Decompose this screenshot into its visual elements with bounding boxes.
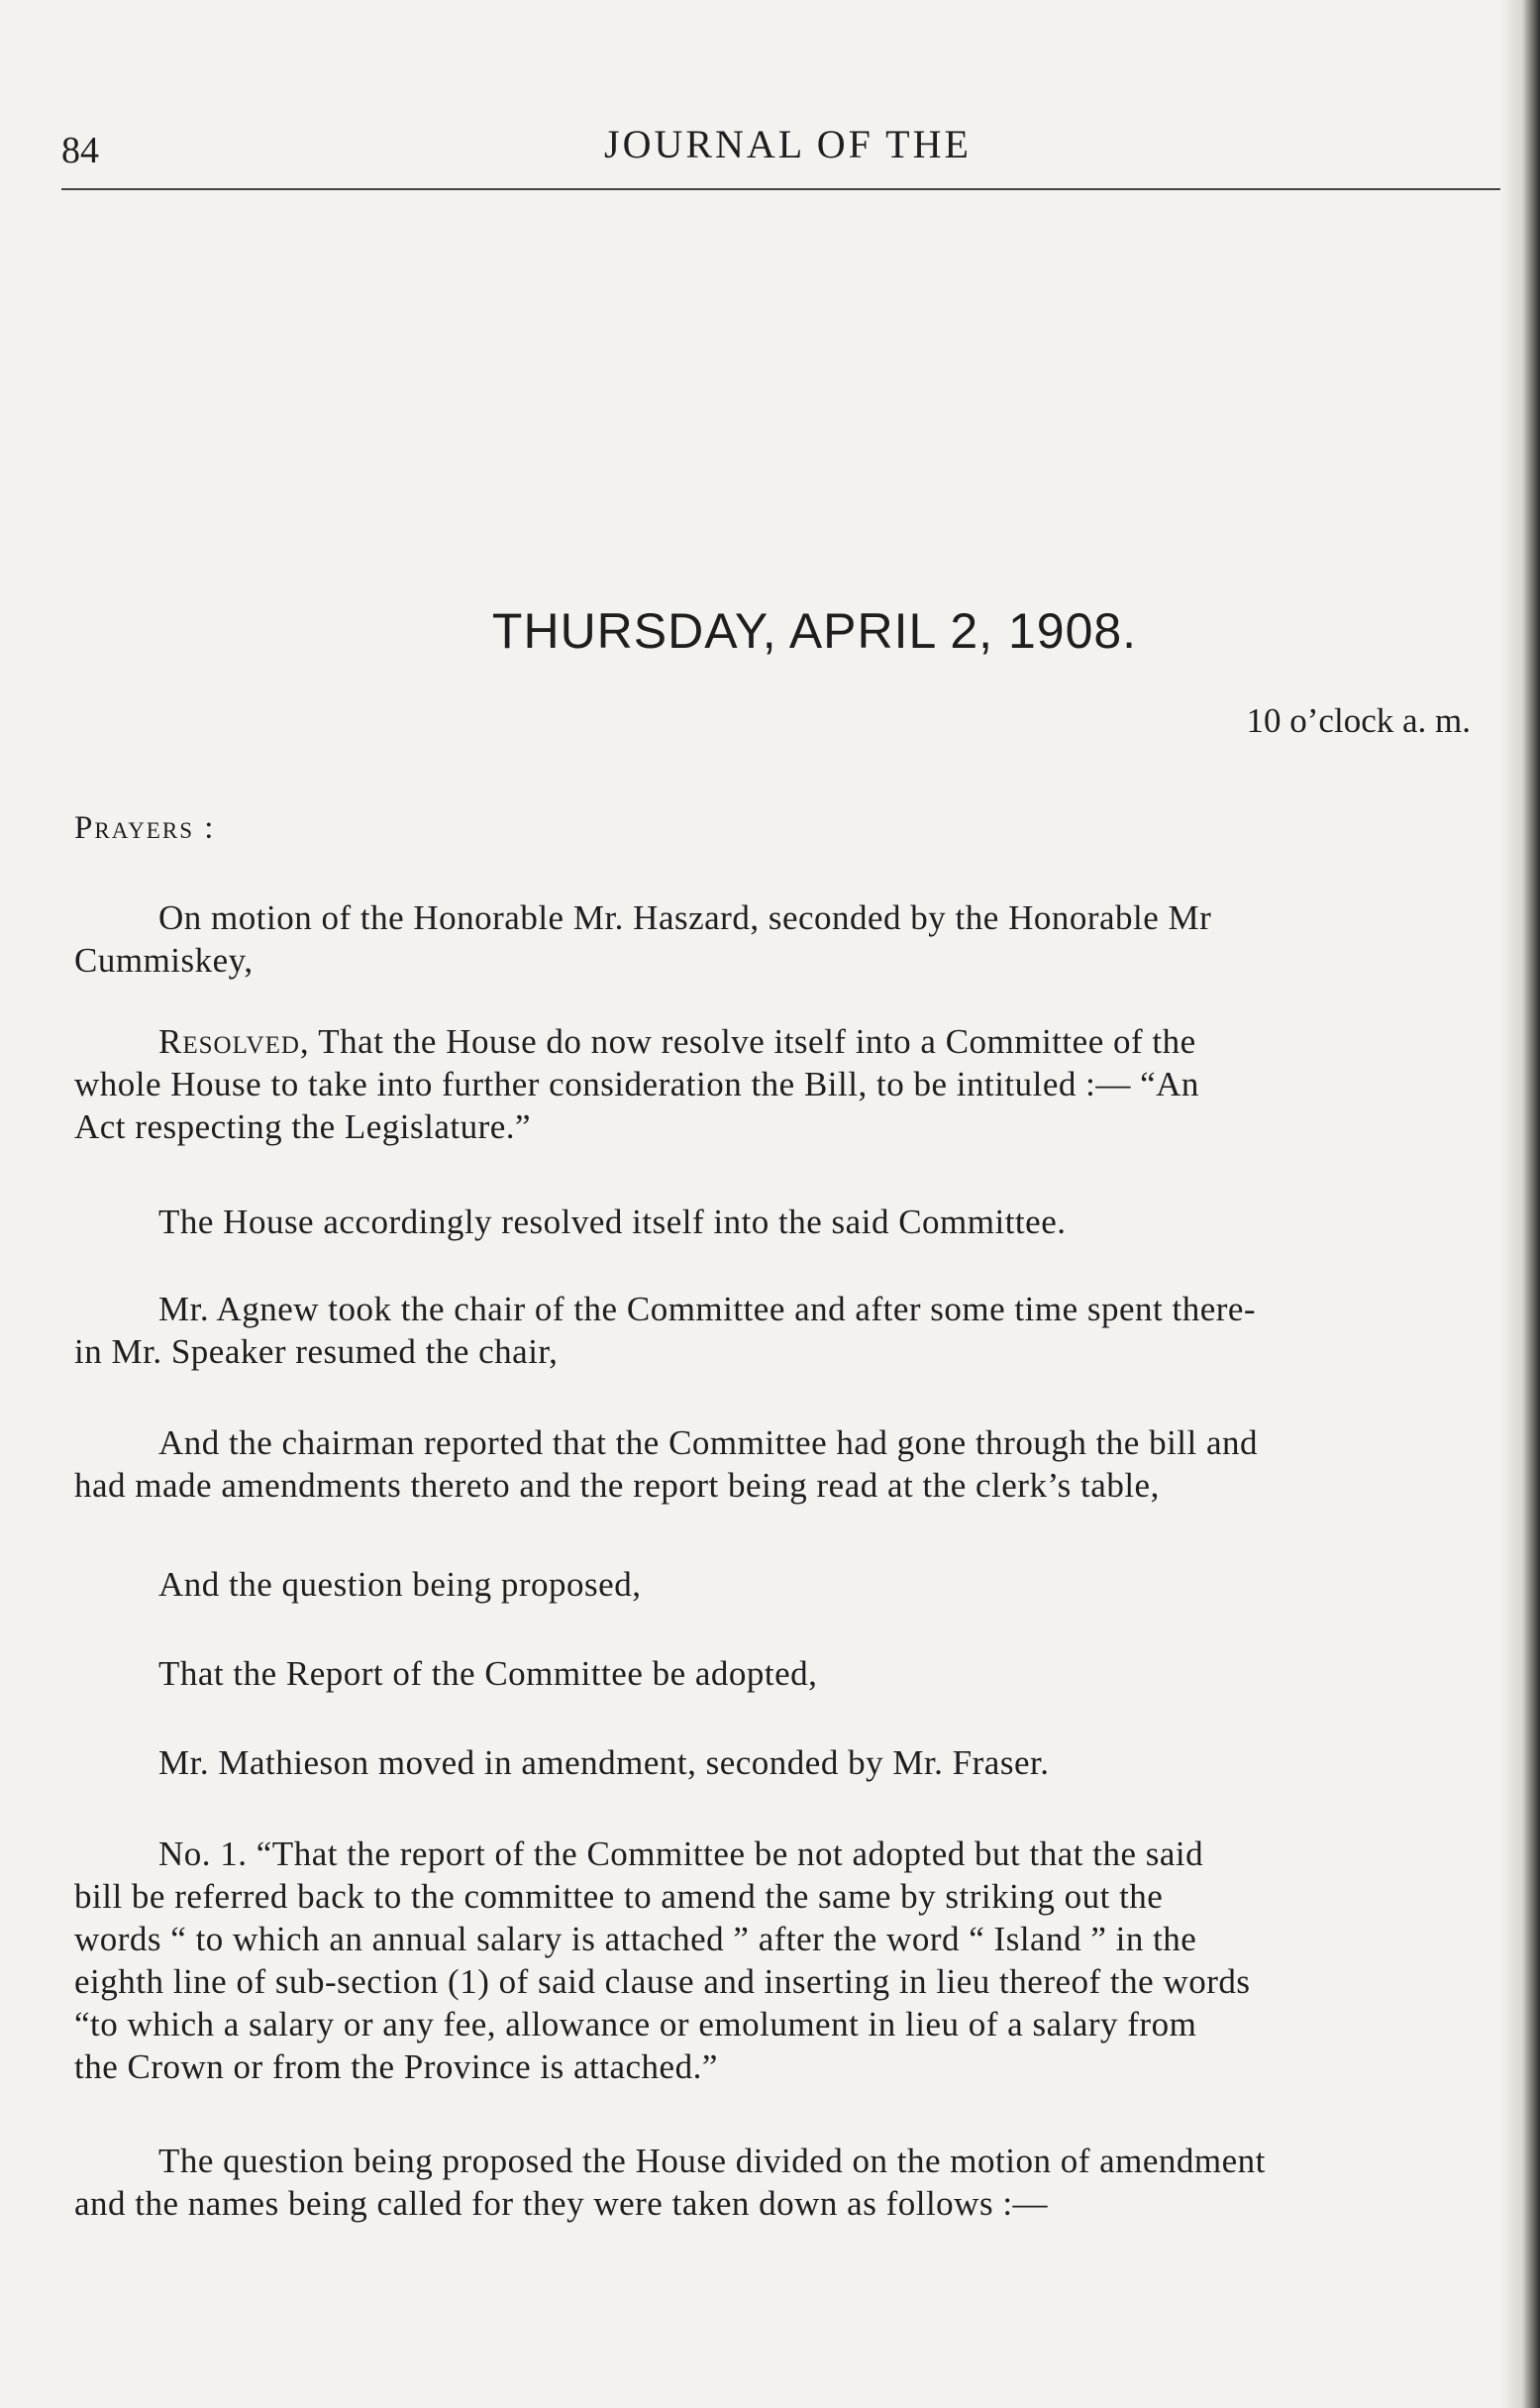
session-time: 10 o’clock a. m. <box>1246 701 1471 740</box>
page-number: 84 <box>61 130 99 171</box>
paragraph-line: whole House to take into further consideration the Bill, to be intituled :— “An <box>74 1065 1199 1103</box>
paragraph-line: Mr. Mathieson moved in amendment, seconded by Mr. Fraser. <box>158 1743 1050 1782</box>
paragraph-line: And the question being proposed, <box>158 1565 642 1604</box>
header-rule <box>61 188 1527 190</box>
paragraph-adopted <box>74 1652 1540 1695</box>
page-binding-edge <box>1500 0 1540 2408</box>
paragraph-line: eighth line of sub-section (1) of said clause and inserting in lieu thereof the words <box>74 1962 1251 2001</box>
paragraph-division <box>74 2140 1540 2225</box>
paragraph-committee <box>74 1201 1540 1243</box>
paragraph-line: “to which a salary or any fee, allowance or emolument in lieu of a salary from <box>74 2005 1197 2043</box>
paragraph-line: in Mr. Speaker resumed the chair, <box>74 1332 559 1371</box>
paragraph-resolved <box>74 1020 1540 1148</box>
paragraph-chair <box>74 1288 1540 1373</box>
resolved-lead: Resolved, <box>158 1022 310 1061</box>
paragraph-line: words “ to which an annual salary is attached ” after the word “ Island ” in the <box>74 1920 1197 1958</box>
paragraph-no1 <box>74 1832 1540 2088</box>
paragraph-line: The question being proposed the House divided on the motion of amendment <box>158 2142 1266 2180</box>
prayers-label: Prayers : <box>74 810 216 846</box>
paragraph-line <box>74 1020 1540 1063</box>
paragraph-line: The House accordingly resolved itself into the said Committee. <box>158 1203 1067 1241</box>
paragraph-line: Cummiskey, <box>74 941 254 980</box>
paragraph-line: the Crown or from the Province is attached.” <box>74 2047 718 2086</box>
paragraph-line: And the chairman reported that the Committee had gone through the bill and <box>158 1423 1259 1462</box>
paragraph-motion <box>74 896 1540 982</box>
paragraph-line: On motion of the Honorable Mr. Haszard, seconded by the Honorable Mr <box>158 898 1212 937</box>
running-title: JOURNAL OF THE <box>604 122 972 166</box>
date-heading: THURSDAY, APRIL 2, 1908. <box>491 603 1138 659</box>
paragraph-report <box>74 1421 1540 1507</box>
paragraph-line: That the Report of the Committee be adopted, <box>158 1654 818 1693</box>
paragraph-line: Mr. Agnew took the chair of the Committee and after some time spent there- <box>158 1290 1257 1328</box>
paragraph-line: and the names being called for they were taken down as follows :— <box>74 2184 1049 2223</box>
paragraph-line: No. 1. “That the report of the Committee be not adopted but that the said <box>158 1834 1204 1873</box>
paragraph-line: bill be referred back to the committee to amend the same by striking out the <box>74 1877 1164 1916</box>
paragraph-line: had made amendments thereto and the report being read at the clerk’s table, <box>74 1466 1160 1505</box>
paragraph-line: Act respecting the Legislature.” <box>74 1107 532 1146</box>
paragraph-question <box>74 1563 1540 1606</box>
page-header <box>61 117 1527 176</box>
paragraph-amendment <box>74 1741 1540 1784</box>
paragraph-line-text: That the House do now resolve itself into a Committee of the <box>309 1022 1196 1061</box>
